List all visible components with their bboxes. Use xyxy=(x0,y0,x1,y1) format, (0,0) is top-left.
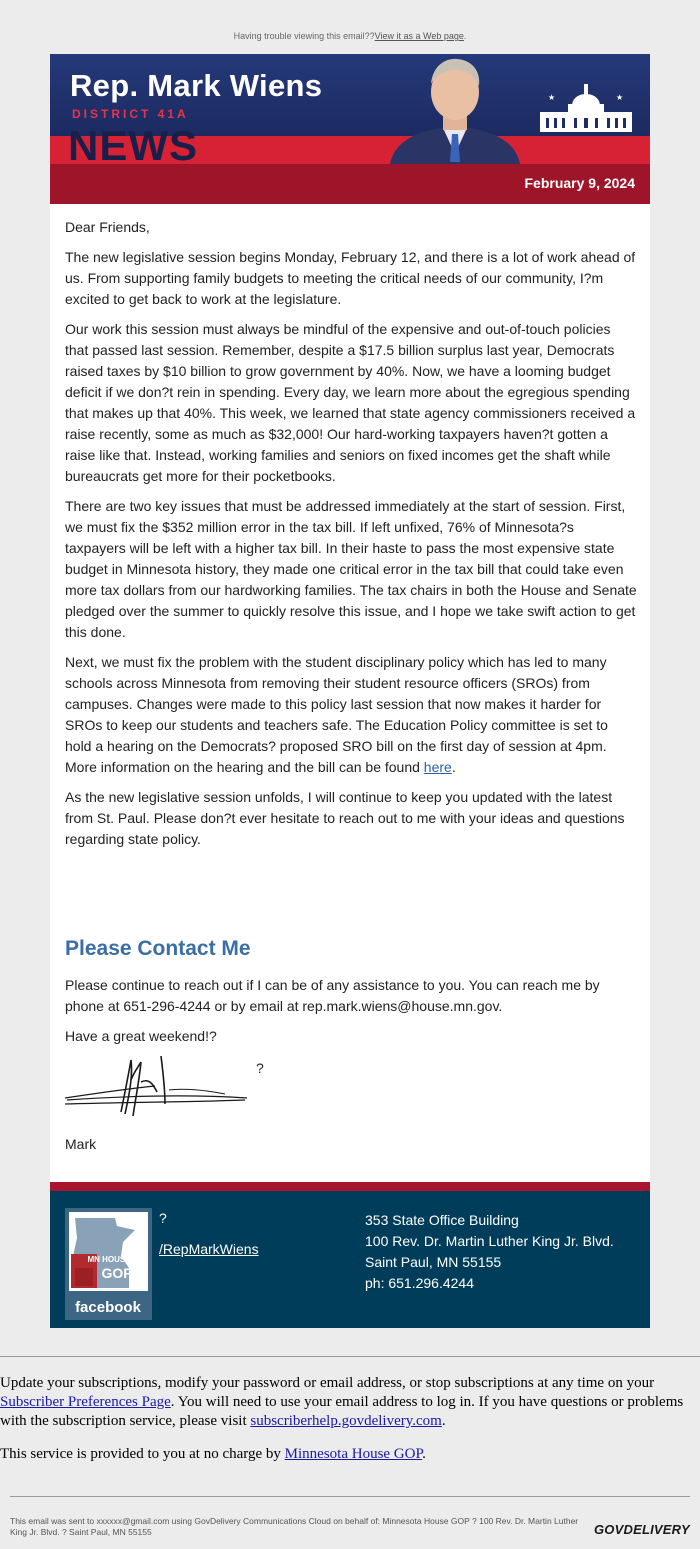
address-line-1: 353 State Office Building xyxy=(365,1212,519,1228)
closing-line: Have a great weekend!? xyxy=(65,1028,217,1044)
logo-line-2: GOP xyxy=(101,1265,133,1281)
paragraph-2: Our work this session must always be mindful of the expensive and out-of-touch policies that passed last session. Remember, despite a $17.5 billion surplus last year, Democrats raised taxes by $10 billion to grow government by 40%. Now, we have a looming budget deficit if we don?t rein in spending. Every day, we learn more about the egregious spending that makes up that 40%. This week, we learned that state agency commissioners received a raise recently, some as much as $32,000! Our hard-working taxpayers haven?t gotten a raise like that. Instead, working families and seniors on fixed incomes get the shaft while bureaucrats get more for their pocketbooks. xyxy=(65,321,636,484)
signature-image xyxy=(65,1052,250,1126)
paragraph-4-tail: . xyxy=(451,759,456,775)
portrait-image xyxy=(385,54,525,164)
paragraph-4-text: Next, we must fix the problem with the student disciplinary policy which has led to many schools across Minnesota from removing their student resource officers (SROs) from campuses. Changes were made to this policy last session that now makes it harder for SROs to keep our students and teachers safe. The Education Policy committee is set to hold a hearing on the Democrats? proposed SRO bill on the first day of session at 4pm. More information on the hearing and the bill can be found xyxy=(65,654,608,775)
facebook-badge[interactable] xyxy=(65,1208,152,1320)
sub-text-4: This service is provided to you at no charge by xyxy=(0,1446,285,1462)
phone-line: ph: 651.296.4244 xyxy=(365,1275,474,1291)
preheader-tail: . xyxy=(463,31,467,41)
facebook-wordmark: facebook xyxy=(75,1299,141,1316)
svg-text:★: ★ xyxy=(548,93,556,102)
header-banner xyxy=(50,54,650,204)
view-web-page-link[interactable]: View it as a Web page xyxy=(374,31,464,41)
subscriber-preferences-link[interactable]: Subscriber Preferences Page xyxy=(0,1394,171,1410)
subscription-paragraph xyxy=(0,1374,698,1431)
address-line-2: 100 Rev. Dr. Martin Luther King Jr. Blvd. xyxy=(365,1233,614,1249)
greeting: Dear Friends, xyxy=(65,219,150,235)
govdelivery-logo: GOVDELIVERY xyxy=(594,1522,690,1537)
news-title: NEWS xyxy=(68,122,198,169)
legal-text: This email was sent to xxxxxx@gmail.com using GovDelivery Communications Cloud on behalf of: Minnesota House GOP ? 100 Rev. Dr. Martin Luther King Jr. Blvd. ? Saint Paul, MN 55155 xyxy=(10,1516,579,1537)
here-link[interactable]: here xyxy=(423,759,452,775)
office-address xyxy=(365,1210,614,1294)
footer-mark: ? xyxy=(159,1210,167,1226)
capitol-icon xyxy=(538,80,634,134)
issue-date: February 9, 2024 xyxy=(524,175,635,191)
sub-text-2: . You will need to use your email address to log in. If you have questions or problems with the subscription service, please visit xyxy=(0,1394,684,1429)
logo-line-1: MN HOUSE xyxy=(87,1255,131,1264)
subscriber-help-link[interactable]: subscriberhelp.govdelivery.com xyxy=(250,1413,442,1429)
divider-2 xyxy=(10,1496,690,1497)
svg-text:★: ★ xyxy=(616,93,624,102)
minnesota-house-gop-link[interactable]: Minnesota House GOP xyxy=(284,1446,423,1462)
sub-text-5: . xyxy=(422,1446,426,1462)
divider xyxy=(0,1356,700,1357)
preheader-text: Having trouble viewing this email?? xyxy=(233,31,375,41)
facebook-page-link[interactable]: /RepMarkWiens xyxy=(159,1241,259,1257)
preheader xyxy=(0,31,700,41)
subscription-notice xyxy=(0,1374,698,1478)
signoff-name: Mark xyxy=(65,1136,97,1152)
address-line-3: Saint Paul, MN 55155 xyxy=(365,1254,502,1270)
mn-house-gop-logo xyxy=(65,1208,152,1320)
paragraph-5: As the new legislative session unfolds, I will continue to keep you updated with the latest from St. Paul. Please don?t ever hesitate to reach out to me with your ideas and questions regarding state policy. xyxy=(65,789,625,847)
sub-text-3: . xyxy=(441,1413,446,1429)
paragraph-3: There are two key issues that must be addressed immediately at the start of session. First, we must fix the $352 million error in the tax bill. If left unfixed, 76% of Minnesota?s taxpayers will be left with a higher tax bill. In their haste to pass the most expensive state budget in Minnesota history, they made one critical error in the tax bill that could take even more tax dollars from our hardworking families. The tax chairs in both the House and Senate pledged over the summer to quickly resolve this issue, and I hope we take swift action to get this done. xyxy=(65,498,637,640)
district-label: DISTRICT 41A xyxy=(72,107,189,121)
paragraph-4 xyxy=(65,652,637,778)
letter-body xyxy=(65,217,637,850)
contact-text: Please continue to reach out if I can be of any assistance to you. You can reach me by phone at 651-296-4244 or by email at rep.mark.wiens@house.mn.gov. xyxy=(65,977,600,1014)
service-paragraph xyxy=(0,1445,698,1464)
signature-mark: ? xyxy=(256,1060,264,1076)
paragraph-1: The new legislative session begins Monday, February 12, and there is a lot of work ahead of us. From supporting family budgets to meeting the critical needs of our community, I?m excited to get back to work at the legislature. xyxy=(65,249,636,307)
sub-text-1: Update your subscriptions, modify your password or email address, or stop subscriptions at any time on your xyxy=(0,1375,655,1391)
footer-panel xyxy=(50,1182,650,1328)
rep-name: Rep. Mark Wiens xyxy=(70,68,323,103)
contact-section xyxy=(65,975,637,1047)
newsletter-card xyxy=(50,54,650,1328)
contact-heading: Please Contact Me xyxy=(65,937,251,960)
